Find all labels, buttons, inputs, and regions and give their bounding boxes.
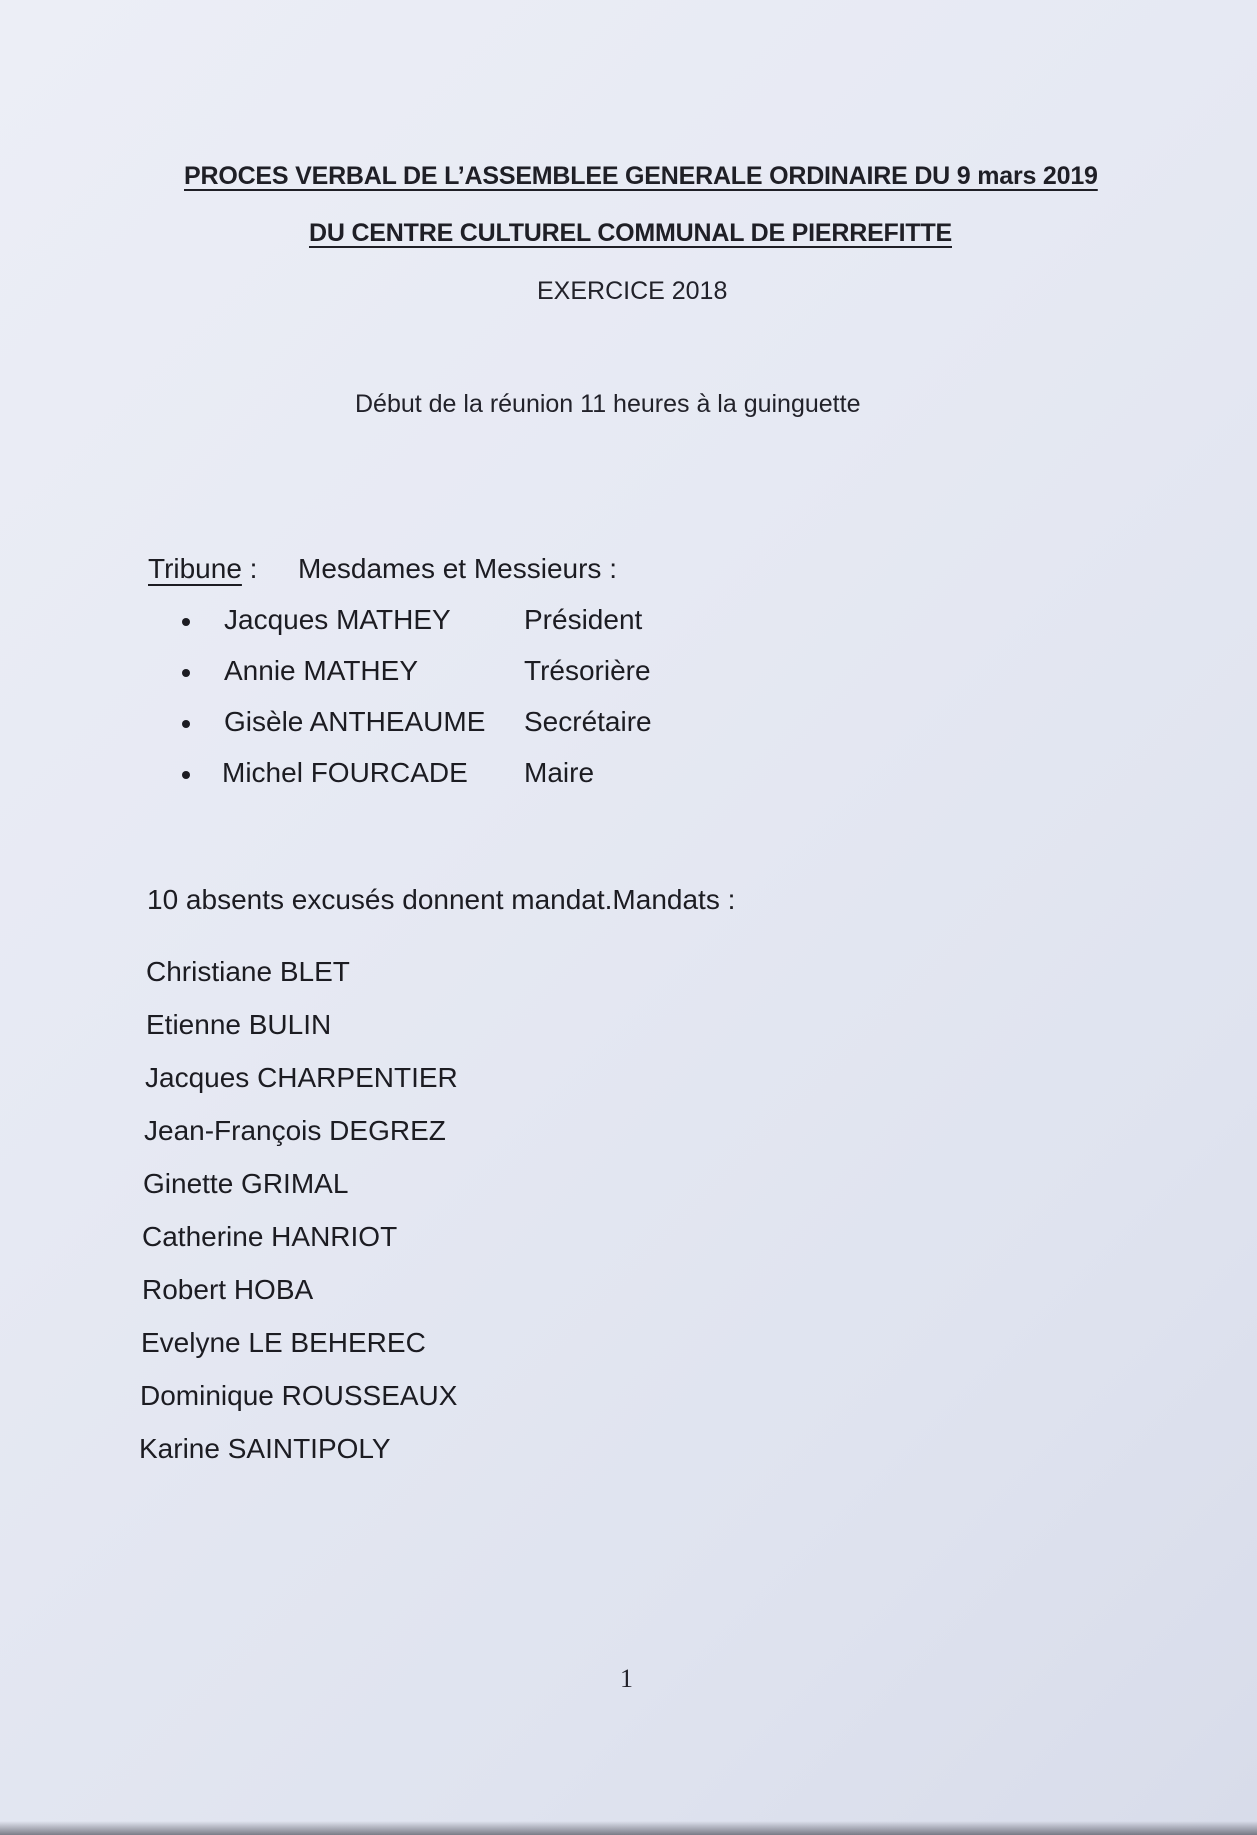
list-item: Karine SAINTIPOLY (139, 1433, 391, 1464)
page-number: 1 (620, 1664, 633, 1693)
list-item: Jean-François DEGREZ (144, 1115, 446, 1146)
list-item: Ginette GRIMAL (143, 1168, 349, 1199)
list-item: Catherine HANRIOT (142, 1221, 398, 1252)
list-item: Evelyne LE BEHEREC (141, 1327, 426, 1358)
member-name: Annie MATHEY (224, 655, 418, 686)
document-title-line-1: PROCES VERBAL DE L’ASSEMBLEE GENERALE ORDINAIRE DU 9 mars 2019 (184, 162, 1098, 190)
member-name: Michel FOURCADE (222, 757, 468, 788)
document-title-line-2: DU CENTRE CULTUREL COMMUNAL DE PIERREFITTE (309, 219, 952, 247)
bullet-icon (182, 771, 190, 779)
list-item: Robert HOBA (142, 1274, 314, 1305)
tribune-line (148, 553, 617, 585)
absents-statement: 10 absents excusés donnent mandat.Mandats : (147, 884, 736, 915)
meeting-start-text: Début de la réunion 11 heures à la guinguette (355, 390, 861, 418)
tribune-separator: : (241, 553, 258, 584)
member-name: Gisèle ANTHEAUME (224, 706, 486, 737)
member-role: Président (524, 604, 643, 635)
member-role: Trésorière (524, 655, 651, 686)
page-bottom-shadow (0, 1821, 1257, 1835)
tribune-intro: Mesdames et Messieurs : (298, 553, 617, 584)
tribune-label: Tribune (148, 553, 242, 584)
bullet-icon (182, 669, 190, 677)
list-item: Dominique ROUSSEAUX (140, 1380, 458, 1411)
bullet-icon (182, 618, 190, 626)
member-name: Jacques MATHEY (224, 604, 451, 635)
list-item: Christiane BLET (146, 956, 350, 987)
member-role: Secrétaire (524, 706, 652, 737)
list-item: Jacques CHARPENTIER (145, 1062, 458, 1093)
member-role: Maire (524, 757, 595, 788)
exercice-label: EXERCICE 2018 (537, 277, 728, 305)
list-item: Etienne BULIN (146, 1009, 332, 1040)
mandat-list (139, 952, 458, 1482)
bullet-icon (182, 720, 190, 728)
